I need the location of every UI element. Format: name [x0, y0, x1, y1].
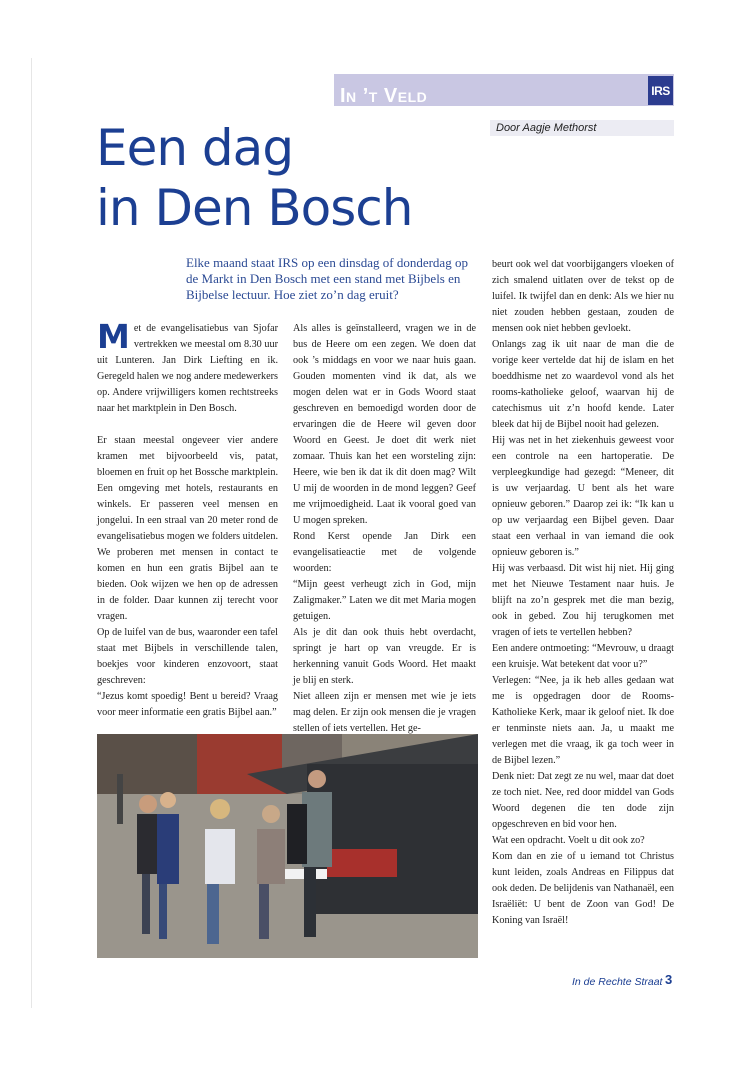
paragraph: Verlegen: “Nee, ja ik heb alles gedaan wat me is opgedragen door de Rooms-Katholieke Kerk, maar ik geloof niet. Ik doe er tenminste niets aan. Ja, u maakt me verlegen met die vraag, ik ga toch weer in de Bijbel lezen.”: [492, 675, 674, 766]
paragraph: Er staan meestal ongeveer vier andere kramen met bijvoorbeeld vis, patat, bloemen en fruit op het Bossche marktplein. Een omgeving met hotels, restaurants en winkels. Er passeren veel mensen en jongelui. In een straal van 20 meter rond de evangelisatiebus mogen we folders uitdelen. We proberen met mensen in contact te komen en hun een gratis Bijbel aan te bieden. Ook wijzen we hen op de adressen in de folder. Daar kunnen zij terecht voor vragen.: [97, 435, 278, 622]
article-column-3: [492, 257, 674, 929]
paragraph: “Mijn geest verheugt zich in God, mijn Zaligmaker.” Laten we dit met Maria mogen getuigen.: [293, 579, 476, 622]
paragraph: Denk niet: Dat zegt ze nu wel, maar dat doet ze toch niet. Nee, red door middel van Gods Woord degenen die ten dode zijn opgeschreven en bid voor hen.: [492, 771, 674, 830]
paragraph: [97, 317, 278, 417]
paragraph: Als je dit dan ook thuis hebt overdacht, springt je hart op van vreugde. Er is herkenning vanuit Gods Woord. Het maakt je blij en sterk.: [293, 627, 476, 686]
paragraph: Een andere ontmoeting: “Mevrouw, u draagt een kruisje. Wat betekent dat voor u?”: [492, 643, 674, 670]
market-stand-photo: [97, 734, 478, 958]
paragraph: Rond Kerst opende Jan Dirk een evangelisatieactie met de volgende woorden:: [293, 531, 476, 574]
photo-illustration: [97, 734, 478, 958]
headline-line-2: in Den Bosch: [96, 179, 413, 237]
footer-magazine-name: In de Rechte Straat: [572, 976, 663, 988]
drop-cap: M: [97, 317, 130, 356]
paragraph: Als alles is geïnstalleerd, vragen we in de bus de Heere om een zegen. We doen dat ook ’s middags en voor we naar huis gaan. Gouden momenten vind ik dat, als we mogen delen wat er in Gods Woord staat geschreven en bemoedigd worden door de ervaringen die de Heere wil geven door Woord en Geest. Je doet dit werk niet zomaar. Thuis kan het een worsteling zijn: Heere, wie ben ik dat ik dit doen mag? Wilt U mij de woorden in de mond leggen? Geef me vrijmoedigheid. Laat ik vooral goed van U mogen spreken.: [293, 323, 476, 526]
page-edge-line: [31, 58, 32, 1008]
paragraph: “Jezus komt spoedig! Bent u bereid? Vraag voor meer informatie een gratis Bijbel aan.”: [97, 691, 278, 718]
paragraph: Hij was verbaasd. Dit wist hij niet. Hij ging met het Nieuwe Testament naar huis. Je blijft na zo’n gesprek met die man bezig, ook in gebed. Zou hij terugkomen met vragen of iets te vertellen hebben?: [492, 563, 674, 638]
headline-line-1: Een dag: [96, 119, 294, 177]
page-number: 3: [665, 972, 673, 987]
paragraph-text: et de evangelisatiebus van Sjofar vertrekken we meestal om 8.30 uur uit Lunteren. Jan Dirk Liefting en ik. Geregeld halen we nog andere medewerkers op. Andere vrijwilligers komen rechtstreeks naar het marktplein in Den Bosch.: [97, 323, 278, 414]
article-headline: [96, 118, 412, 238]
irs-logo: IRS: [648, 76, 673, 105]
author-byline: Door Aagje Methorst: [496, 122, 597, 134]
paragraph: Wat een opdracht. Voelt u dit ook zo?: [492, 835, 645, 846]
article-column-1: [97, 317, 278, 721]
paragraph: Niet alleen zijn er mensen met wie je iets mag delen. Er zijn ook mensen die je vragen stellen of iets vertellen. Het ge-: [293, 691, 476, 734]
paragraph: Op de luifel van de bus, waaronder een tafel staat met Bijbels in verschillende talen, boekjes voor kinderen enzovoort, staat geschreven:: [97, 627, 278, 686]
paragraph: beurt ook wel dat voorbijgangers vloeken of zich smalend uitlaten over de tekst op de luifel. Ik twijfel dan en denk: Als we hier nu niet zouden hebben gestaan, zouden de mensen ook niet hebben gevloekt.: [492, 259, 674, 334]
section-title: In ’t Veld: [340, 86, 428, 106]
intro-lead: Elke maand staat IRS op een dinsdag of donderdag op de Markt in Den Bosch met een stand met Bijbels en Bijbelse lectuur. Hoe ziet zo’n dag eruit?: [186, 255, 468, 303]
paragraph: Onlangs zag ik uit naar de man die de vorige keer vertelde dat hij de islam en het boeddhisme net zo waardevol vond als het rooms-katholieke geloof, waarvan hij de catechismus uit z’n hoofd kende. Later bleek dat hij de Bijbel nooit had gelezen.: [492, 339, 674, 430]
paragraph: Hij was net in het ziekenhuis geweest voor een controle na een hartoperatie. De verpleegkundige had gezegd: “Meneer, dit is uw verjaardag. U bent als het ware opnieuw geboren.” Daarop zei ik: “Ik kan u op uw verjaardag een Bijbel geven. Daar staat een verhaal in van iemand die ook opnieuw geboren is.”: [492, 435, 674, 558]
article-column-2: [293, 321, 476, 737]
paragraph: Kom dan en zie of u iemand tot Christus kunt leiden, zoals Andreas en Filippus dat ook deden. De belijdenis van Nathanaël, een Israëliët: U bent de Zoon van God! De Koning van Israël!: [492, 851, 674, 926]
